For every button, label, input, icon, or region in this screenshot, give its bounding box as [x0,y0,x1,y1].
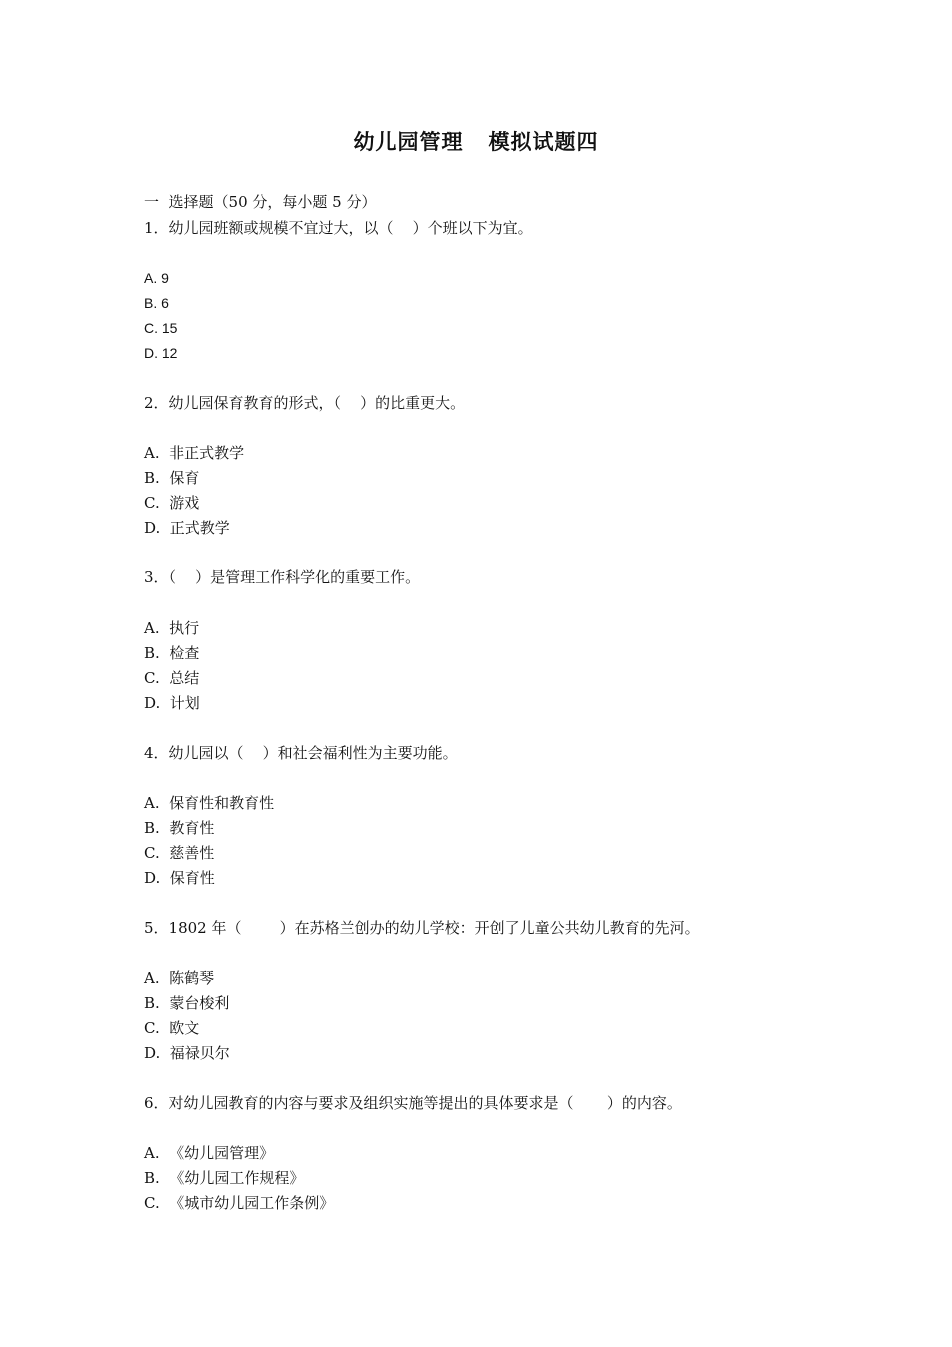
section-heading: 一 选择题（50 分，每小题 5 分） [144,193,377,211]
question-5: 5．1802 年（ ）在苏格兰创办的幼儿学校：开创了儿童公共幼儿教育的先河。 [144,919,700,937]
q3-option-a: A. 执行 [144,619,200,637]
q2-option-a: A. 非正式教学 [144,444,245,462]
question-4: 4．幼儿园以（ ）和社会福利性为主要功能。 [144,744,458,762]
q1-option-a: A. 9 [144,270,169,286]
question-1: 1．幼儿园班额或规模不宜过大，以（ ）个班以下为宜。 [144,219,533,237]
q4-option-d: D. 保育性 [144,869,215,887]
question-6: 6．对幼儿园教育的内容与要求及组织实施等提出的具体要求是（ ）的内容。 [144,1094,682,1112]
q6-option-c: C. 《城市幼儿园工作条例》 [144,1194,335,1212]
q2-option-c: C. 游戏 [144,494,200,512]
q1-option-b: B. 6 [144,295,169,311]
q6-option-b: B. 《幼儿园工作规程》 [144,1169,305,1187]
q1-option-c: C. 15 [144,320,178,336]
question-3: 3．（ ）是管理工作科学化的重要工作。 [144,568,421,586]
q6-option-a: A. 《幼儿园管理》 [144,1144,275,1162]
q4-option-a: A. 保育性和教育性 [144,794,275,812]
q2-option-d: D. 正式教学 [144,519,230,537]
document-title: 幼儿园管理 模拟试题四 [353,129,599,154]
q4-option-b: B. 教育性 [144,819,215,837]
q5-option-c: C. 欧文 [144,1019,200,1037]
q3-option-d: D. 计划 [144,694,200,712]
q5-option-a: A. 陈鹤琴 [144,969,215,987]
q5-option-d: D. 福禄贝尔 [144,1044,230,1062]
q3-option-b: B. 检查 [144,644,200,662]
q4-option-c: C. 慈善性 [144,844,215,862]
q2-option-b: B. 保育 [144,469,200,487]
q3-option-c: C. 总结 [144,669,200,687]
question-2: 2．幼儿园保育教育的形式，（ ）的比重更大。 [144,394,466,412]
q1-option-d: D. 12 [144,345,178,361]
q5-option-b: B. 蒙台梭利 [144,994,230,1012]
